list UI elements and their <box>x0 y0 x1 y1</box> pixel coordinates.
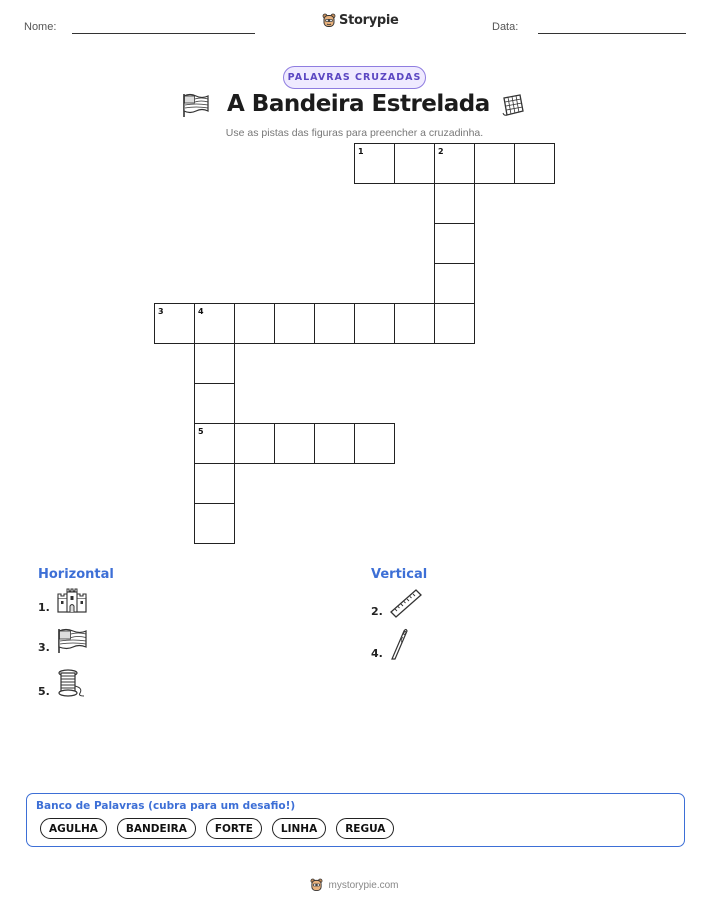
name-label: Nome: <box>24 21 57 33</box>
crossword-cell[interactable] <box>314 423 355 464</box>
date-label: Data: <box>492 21 519 33</box>
crossword-cell[interactable] <box>434 143 475 184</box>
crossword-cell[interactable] <box>234 423 275 464</box>
title-row <box>0 90 709 124</box>
clue-number: 4. <box>371 647 383 660</box>
footer <box>0 878 709 892</box>
fort-icon <box>56 588 88 614</box>
crossword-cell[interactable] <box>434 183 475 224</box>
clue-across-3 <box>38 628 88 654</box>
crossword-cell[interactable] <box>194 343 235 384</box>
date-line[interactable] <box>538 33 686 34</box>
footer-url: mystorypie.com <box>328 879 399 891</box>
down-heading: Vertical <box>371 567 428 582</box>
word-bank-item: BANDEIRA <box>117 818 196 839</box>
clue-number: 1. <box>38 601 50 614</box>
word-bank-title: Banco de Palavras (cubra para um desafio!) <box>36 800 296 812</box>
word-bank <box>26 793 685 847</box>
storypie-mascot-icon <box>322 13 336 28</box>
word-bank-item: FORTE <box>206 818 262 839</box>
crossword-cell[interactable] <box>354 303 395 344</box>
crossword-cell[interactable] <box>314 303 355 344</box>
crossword-cell[interactable] <box>234 303 275 344</box>
brand-logo <box>322 13 399 28</box>
crossword-cell[interactable] <box>474 143 515 184</box>
crossword-cell[interactable] <box>194 383 235 424</box>
puzzle-type-badge: PALAVRAS CRUZADAS <box>283 66 426 89</box>
needle-icon <box>389 628 409 660</box>
cell-number: 2 <box>438 147 444 156</box>
crossword-cell[interactable] <box>274 423 315 464</box>
crossword-cell[interactable] <box>434 223 475 264</box>
ruler-icon <box>389 588 423 618</box>
instructions: Use as pistas das figuras para preencher a cruzadinha. <box>225 127 484 139</box>
crossword-cell[interactable] <box>394 143 435 184</box>
clue-number: 5. <box>38 685 50 698</box>
word-bank-list <box>40 818 394 839</box>
crossword-cell[interactable] <box>194 463 235 504</box>
quilt-icon <box>500 92 526 118</box>
clue-down-4 <box>371 628 409 660</box>
crossword-cell[interactable] <box>194 503 235 544</box>
word-bank-item: LINHA <box>272 818 326 839</box>
name-line[interactable] <box>72 33 255 34</box>
crossword-cell[interactable] <box>394 303 435 344</box>
brand-name: Storypie <box>339 13 399 28</box>
cell-number: 1 <box>358 147 364 156</box>
cell-number: 3 <box>158 307 164 316</box>
crossword-cell[interactable] <box>274 303 315 344</box>
flag-icon <box>181 92 210 118</box>
crossword-cell[interactable] <box>434 263 475 304</box>
page-title: A Bandeira Estrelada <box>227 91 490 117</box>
clue-number: 3. <box>38 641 50 654</box>
crossword-cell[interactable] <box>194 303 235 344</box>
crossword-cell[interactable] <box>434 303 475 344</box>
flag-icon <box>56 628 88 654</box>
crossword-cell[interactable] <box>514 143 555 184</box>
cell-number: 5 <box>198 427 204 436</box>
word-bank-item: AGULHA <box>40 818 107 839</box>
clue-across-1 <box>38 588 88 614</box>
cell-number: 4 <box>198 307 204 316</box>
clue-down-2 <box>371 588 423 618</box>
crossword-cell[interactable] <box>194 423 235 464</box>
clue-number: 2. <box>371 605 383 618</box>
thread-spool-icon <box>56 668 86 698</box>
crossword-cell[interactable] <box>154 303 195 344</box>
storypie-mascot-icon <box>310 878 323 892</box>
clue-across-5 <box>38 668 86 698</box>
word-bank-item: REGUA <box>336 818 394 839</box>
crossword-cell[interactable] <box>354 143 395 184</box>
across-heading: Horizontal <box>38 567 114 582</box>
crossword-cell[interactable] <box>354 423 395 464</box>
